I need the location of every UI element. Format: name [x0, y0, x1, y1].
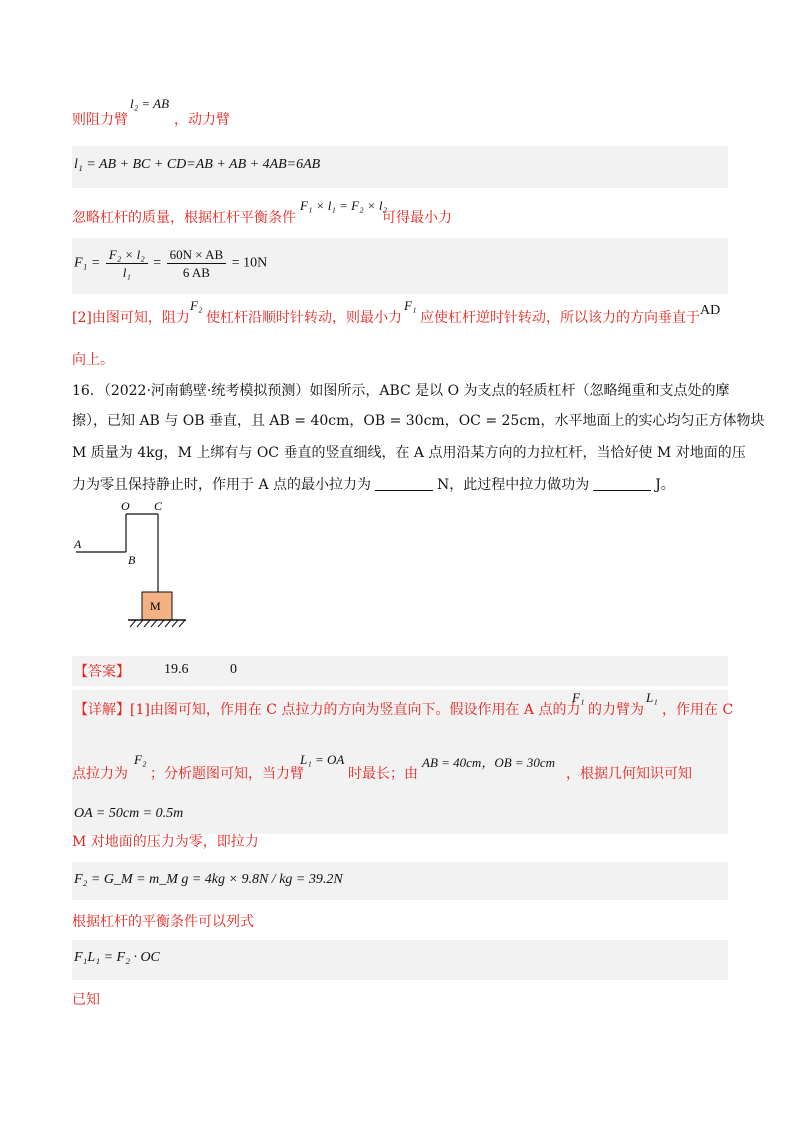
answer-value-1: 19.6	[164, 662, 189, 677]
question-line-2: 擦），已知 AB 与 OB 垂直，且 AB = 40cm，OB = 30cm，OC = 25cm，水平地面上的实心均匀正方体物块	[72, 413, 765, 429]
min-force-label: 可得最小力	[382, 210, 452, 226]
inline-formula-balance: F₁ × l₁ = F₂ × l₂	[300, 198, 388, 213]
formula-box-F2	[72, 862, 728, 900]
direction-line-end: 向上。	[72, 352, 114, 368]
text-segment: 忽略杠杆的质量，根据杠杆平衡条件	[72, 210, 296, 226]
inline-F1: F₁	[404, 298, 417, 313]
resistance-arm-line	[72, 110, 128, 130]
inline-F1-detail: F₁	[572, 690, 585, 705]
formula-l1: l₁ = AB + BC + CD=AB + AB + 4AB=6AB	[74, 157, 321, 172]
lever-diagram	[60, 498, 210, 638]
label-o: O	[121, 499, 130, 513]
answer-tag: 【答案】	[74, 664, 130, 680]
label-c: C	[154, 499, 163, 513]
formula-lhs: F₁ =	[74, 255, 101, 271]
balance-condition-line	[72, 208, 296, 228]
inline-ab-ob: AB = 40cm，OB = 30cm	[422, 755, 556, 770]
answer-blank-2[interactable]	[593, 476, 651, 491]
inline-F2-detail: F₂	[134, 752, 147, 767]
direction-line-part3: 应使杠杆逆时针转动，所以该力的方向垂直于	[420, 310, 700, 326]
fraction-1	[106, 246, 148, 281]
text-segment: 则阻力臂	[72, 112, 128, 128]
detail-line-2a: 点拉力为	[72, 766, 128, 782]
question-line-1: 16．（2022·河南鹤壁·统考模拟预测）如图所示，ABC 是以 O 为支点的轻质杠杆（忽略绳重和支点处的摩	[72, 383, 730, 399]
detail-line-1	[74, 700, 580, 720]
formula-balance: F₁L₁ = F₂ · OC	[74, 950, 160, 965]
question-line-4	[72, 475, 675, 495]
detail-line-4: 根据杠杆的平衡条件可以列式	[72, 914, 254, 930]
detail-line-3: M 对地面的压力为零，即拉力	[72, 834, 259, 850]
formula-f2: F₂ = G_M = m_M g = 4kg × 9.8N / kg = 39.2N	[74, 872, 343, 887]
detail-tag: 【详解】	[74, 702, 130, 718]
text-segment: 力为零且保持静止时，作用于 A 点的最小拉力为	[72, 477, 372, 493]
ground-hatching	[130, 620, 185, 627]
direction-line-part1: [2]由图可知，阻力	[72, 310, 190, 326]
detail-line-1b: 的力臂为	[588, 702, 644, 718]
fraction-denominator: 6 AB	[182, 265, 210, 280]
answer-value-2: 0	[230, 662, 237, 677]
fraction-2	[167, 246, 227, 281]
formula-oa: OA = 50cm = 0.5m	[74, 806, 184, 821]
formula-F1	[74, 246, 267, 281]
power-arm-label: ，动力臂	[174, 112, 230, 128]
formula-box-F1	[72, 238, 728, 294]
fraction-numerator: 60N × AB	[167, 246, 227, 264]
detail-line-1c: ，作用在 C	[662, 702, 734, 718]
text-segment: [1]由图可知，作用在 C 点拉力的方向为竖直向下。假设作用在 A 点的力	[130, 702, 581, 718]
detail-line-2c: 时最长；由	[348, 766, 418, 782]
detail-line-2b: ；分析题图可知，当力臂	[150, 766, 304, 782]
question-line-3: M 质量为 4kg，M 上绑有与 OC 垂直的竖直细线，在 A 点用沿某方向的力拉杠杆，当恰好使 M 对地面的压	[72, 445, 746, 461]
formula-box-l1	[72, 146, 728, 188]
fraction-denominator: l₁	[122, 265, 131, 280]
label-b: B	[128, 553, 136, 567]
equals-sign: =	[153, 255, 162, 271]
text-segment: J。	[655, 477, 675, 493]
label-m: M	[150, 599, 161, 613]
inline-AD: AD	[700, 303, 721, 318]
inline-L1-OA: L₁ = OA	[300, 752, 345, 767]
answer-box	[72, 656, 728, 686]
detail-line-5: 已知	[72, 992, 100, 1008]
formula-rhs: = 10N	[231, 255, 268, 271]
inline-L1-detail: L₁	[646, 690, 658, 705]
fraction-numerator: F₂ × l₂	[106, 246, 148, 264]
formula-box-balance	[72, 940, 728, 980]
answer-blank-1[interactable]	[375, 476, 433, 491]
label-a: A	[74, 537, 82, 551]
text-segment: N，此过程中拉力做功为	[437, 477, 590, 493]
inline-F2: F₂	[190, 298, 203, 313]
inline-formula-l2: l₂ = AB	[130, 96, 170, 111]
direction-line-part2: 使杠杆沿顺时针转动，则最小力	[206, 310, 402, 326]
detail-line-2d: ，根据几何知识可知	[566, 766, 692, 782]
